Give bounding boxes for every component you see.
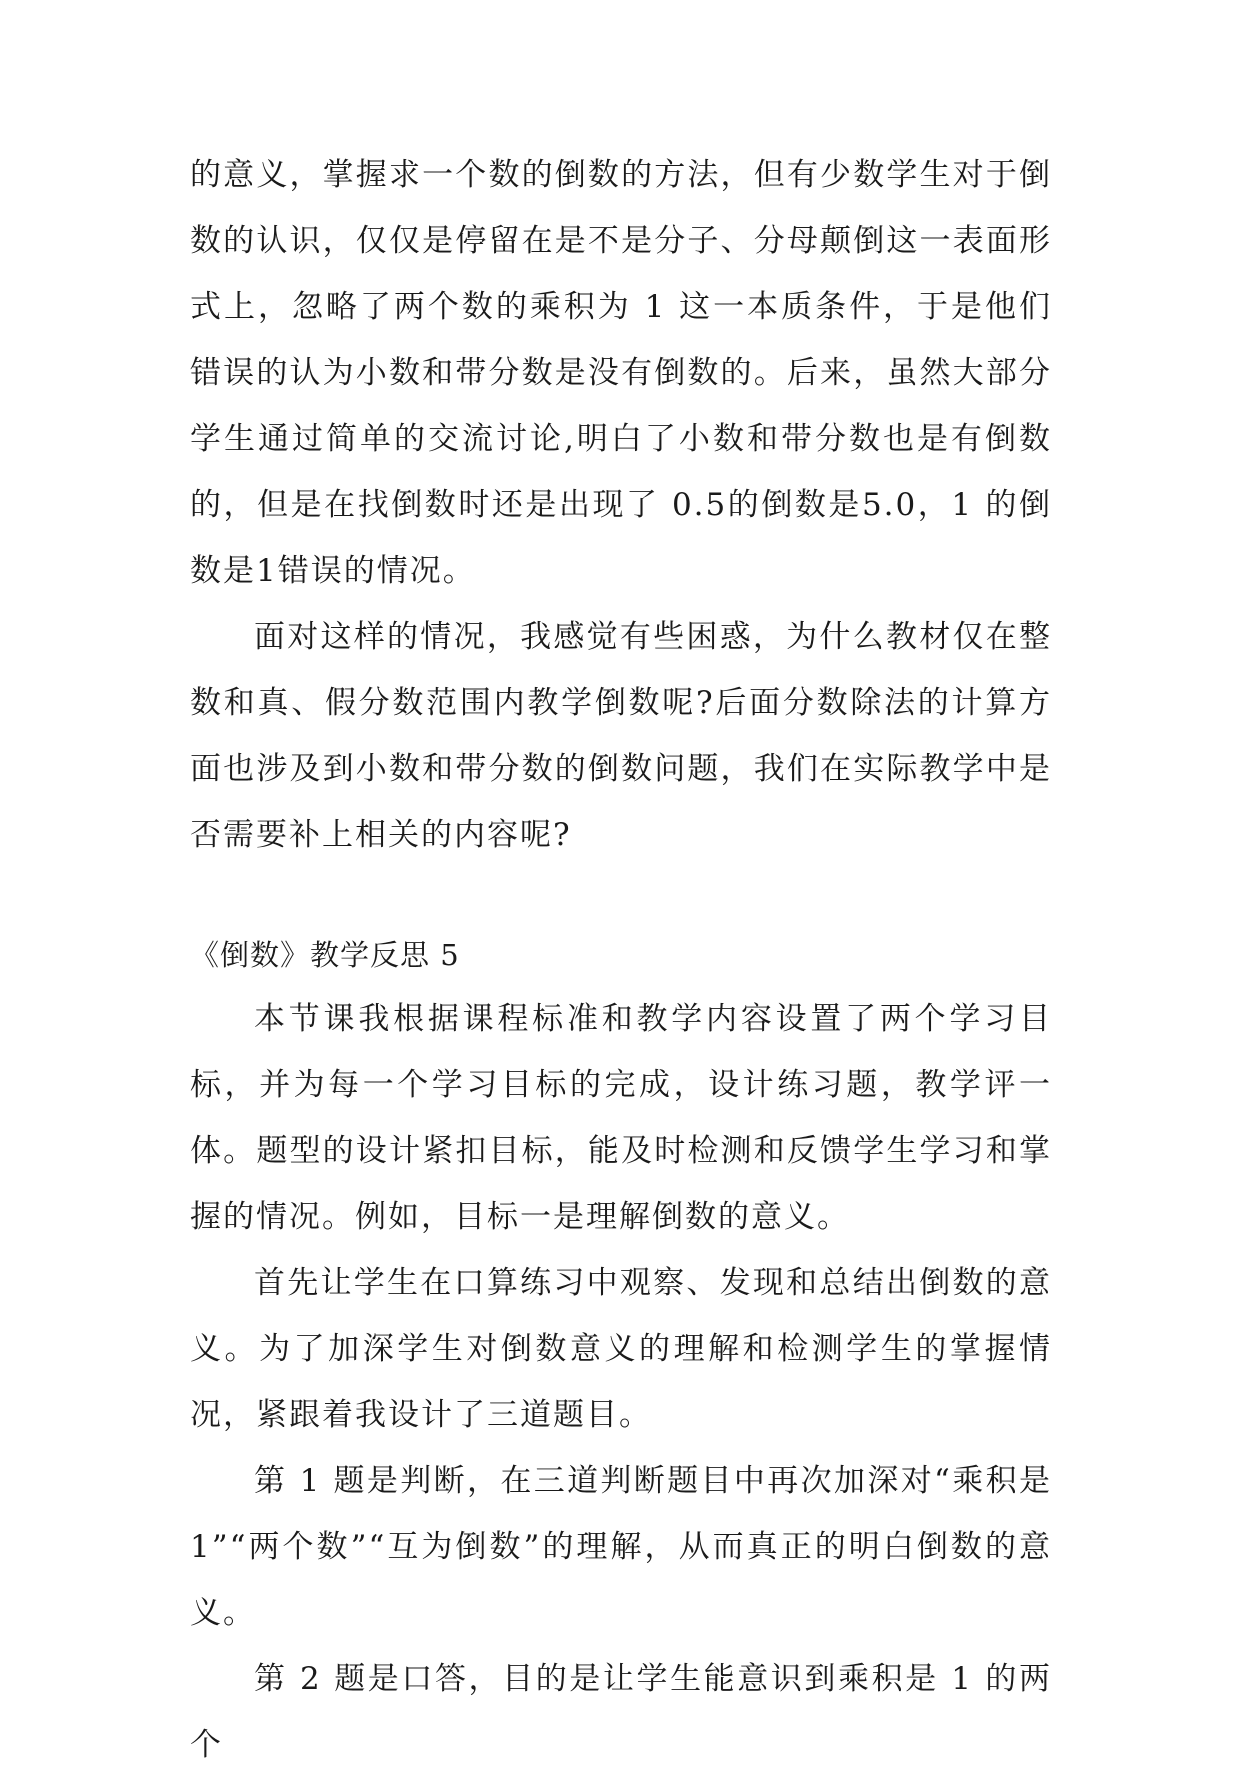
paragraph: 第 2 题是口答，目的是让学生能意识到乘积是 1 的两个	[190, 1661, 1052, 1763]
document-body	[190, 142, 1052, 1778]
section-title: 《倒数》教学反思 5	[190, 938, 460, 972]
paragraph: 面对这样的情况，我感觉有些困惑，为什么教材仅在整数和真、假分数范围内教学倒数呢?后面分数除法的计算方面也涉及到小数和带分数的倒数问题，我们在实际教学中是否需要补上相关的内容呢?	[190, 619, 1052, 853]
paragraph-continued: 的意义，掌握求一个数的倒数的方法，但有少数学生对于倒数的认识，仅仅是停留在是不是分子、分母颠倒这一表面形式上，忽略了两个数的乘积为 1 这一本质条件，于是他们错误的认为小数和带分数是没有倒数的。后来，虽然大部分学生通过简单的交流讨论,明白了小数和带分数也是有倒数的，但是在找倒数时还是出现了 0.5的倒数是5.0，1 的倒数是1错误的情况。	[190, 157, 1052, 589]
paragraph: 第 1 题是判断，在三道判断题目中再次加深对“乘积是1”“两个数”“互为倒数”的理解，从而真正的明白倒数的意义。	[190, 1463, 1052, 1631]
paragraph: 首先让学生在口算练习中观察、发现和总结出倒数的意义。为了加深学生对倒数意义的理解和检测学生的掌握情况，紧跟着我设计了三道题目。	[190, 1265, 1052, 1433]
paragraph: 本节课我根据课程标准和教学内容设置了两个学习目标，并为每一个学习目标的完成，设计练习题，教学评一体。题型的设计紧扣目标，能及时检测和反馈学生学习和掌握的情况。例如，目标一是理解倒数的意义。	[190, 1001, 1052, 1235]
